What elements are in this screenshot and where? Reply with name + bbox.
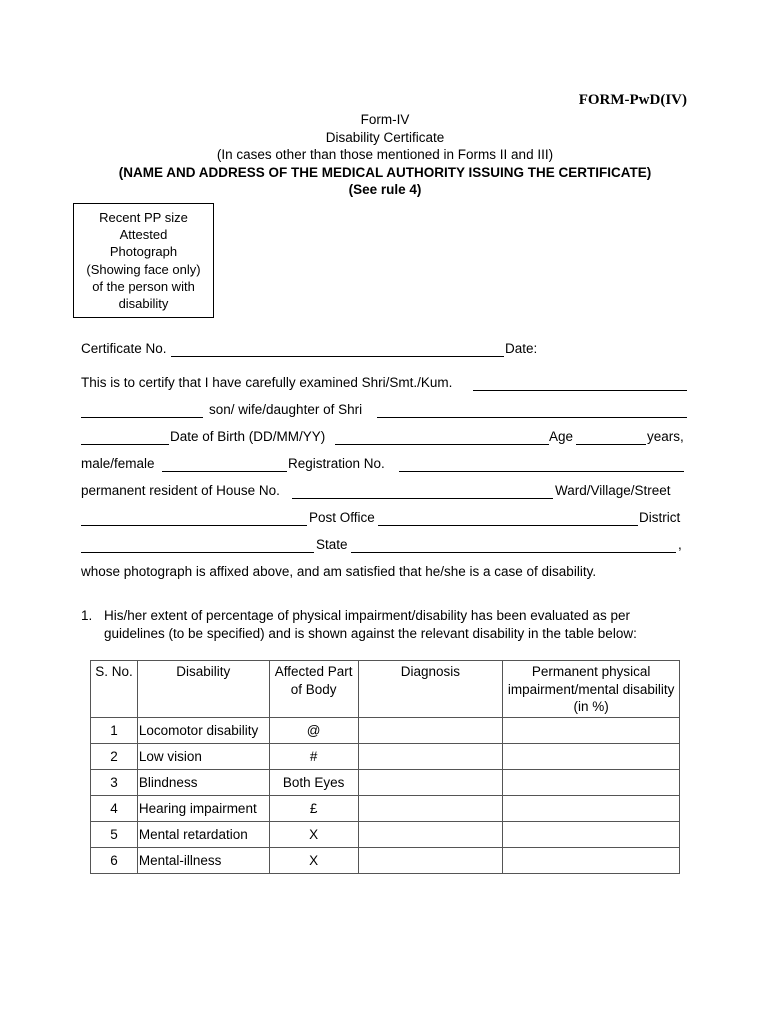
photo-box-line: disability	[118, 296, 169, 312]
date-label: Date:	[505, 341, 538, 356]
resident-line	[81, 482, 687, 502]
ward-label: Ward/Village/Street	[555, 483, 671, 498]
certificate-title: Disability Certificate	[325, 129, 445, 145]
header	[100, 111, 670, 199]
header-affected-part: Affected Part of Body	[269, 661, 358, 718]
authority-heading: (NAME AND ADDRESS OF THE MEDICAL AUTHORITY ISSUING THE CERTIFICATE)	[118, 164, 652, 180]
photo-box-line: Attested	[119, 227, 168, 243]
row-affected-part: Both Eyes	[269, 770, 358, 796]
row-sno: 5	[91, 822, 138, 848]
row-diagnosis-cell[interactable]	[358, 796, 503, 822]
state-comma: ,	[678, 537, 682, 552]
form-code: FORM-PwD(IV)	[578, 92, 687, 108]
header-permanent-impairment: Permanent physical impairment/mental disability (in %)	[503, 661, 680, 718]
row-percent-cell[interactable]	[503, 770, 680, 796]
rule-reference: (See rule 4)	[348, 182, 422, 197]
header-disability: Disability	[137, 661, 269, 718]
dob-label: Date of Birth (DD/MM/YY)	[170, 429, 326, 444]
photo-box[interactable]	[73, 203, 214, 318]
row-sno: 4	[91, 796, 138, 822]
row-disability: Mental-illness	[137, 848, 269, 874]
row-disability: Locomotor disability	[137, 718, 269, 744]
dob-field[interactable]	[335, 444, 549, 445]
row-diagnosis-cell[interactable]	[358, 822, 503, 848]
district-label: District	[639, 510, 681, 525]
row-percent-cell[interactable]	[503, 796, 680, 822]
relation-prefix-field[interactable]	[81, 417, 203, 418]
table-row	[91, 796, 680, 822]
certificate-subtitle: (In cases other than those mentioned in Forms II and III)	[216, 147, 554, 162]
row-diagnosis-cell[interactable]	[358, 770, 503, 796]
house-no-field[interactable]	[292, 498, 553, 499]
table-row	[91, 770, 680, 796]
row-sno: 3	[91, 770, 138, 796]
row-diagnosis-cell[interactable]	[358, 848, 503, 874]
parent-name-field[interactable]	[377, 417, 687, 418]
certificate-line	[81, 340, 687, 360]
age-label: Age	[549, 429, 574, 444]
table-row	[91, 848, 680, 874]
row-disability: Low vision	[137, 744, 269, 770]
clause-1	[81, 607, 681, 647]
locality-field[interactable]	[81, 525, 307, 526]
relation-label: son/ wife/daughter of Shri	[209, 402, 363, 417]
row-affected-part: X	[269, 822, 358, 848]
row-sno: 6	[91, 848, 138, 874]
disability-table	[90, 660, 680, 874]
satisfied-line	[81, 563, 687, 583]
post-office-label: Post Office	[309, 510, 375, 525]
gender-label: male/female	[81, 456, 155, 471]
table-row	[91, 822, 680, 848]
row-diagnosis-cell[interactable]	[358, 718, 503, 744]
table-row	[91, 744, 680, 770]
row-diagnosis-cell[interactable]	[358, 744, 503, 770]
row-affected-part: X	[269, 848, 358, 874]
post-office-field[interactable]	[378, 525, 638, 526]
clause-number: 1.	[81, 608, 93, 623]
row-disability: Mental retardation	[137, 822, 269, 848]
certificate-no-field[interactable]	[171, 356, 504, 357]
years-label: years,	[647, 429, 684, 444]
gender-field[interactable]	[162, 471, 287, 472]
row-affected-part: #	[269, 744, 358, 770]
certify-label: This is to certify that I have carefully examined Shri/Smt./Kum.	[81, 375, 453, 390]
row-percent-cell[interactable]	[503, 848, 680, 874]
form-number: Form-IV	[360, 112, 410, 127]
row-percent-cell[interactable]	[503, 744, 680, 770]
gender-line	[81, 455, 687, 475]
row-affected-part: @	[269, 718, 358, 744]
row-disability: Blindness	[137, 770, 269, 796]
name-field[interactable]	[473, 390, 687, 391]
table-header-row	[91, 661, 680, 718]
photo-box-line: Photograph	[109, 244, 178, 260]
row-affected-part: £	[269, 796, 358, 822]
row-percent-cell[interactable]	[503, 718, 680, 744]
registration-label: Registration No.	[288, 456, 385, 471]
certify-line	[81, 374, 687, 394]
dob-line	[81, 428, 687, 448]
table-row	[91, 718, 680, 744]
state-label: State	[316, 537, 348, 552]
certificate-no-label: Certificate No.	[81, 341, 167, 356]
dob-prefix-field[interactable]	[81, 444, 169, 445]
photo-box-line: of the person with	[92, 278, 195, 294]
row-sno: 1	[91, 718, 138, 744]
resident-label: permanent resident of House No.	[81, 483, 280, 498]
photo-box-line: (Showing face only)	[86, 261, 201, 277]
header-diagnosis: Diagnosis	[358, 661, 503, 718]
satisfied-statement: whose photograph is affixed above, and am satisfied that he/she is a case of disability.	[81, 564, 597, 579]
state-line	[81, 536, 687, 556]
age-field[interactable]	[576, 444, 646, 445]
relation-line	[81, 401, 687, 421]
state-field[interactable]	[351, 552, 676, 553]
district-field[interactable]	[81, 552, 314, 553]
header-sno: S. No.	[91, 661, 138, 718]
clause-text: His/her extent of percentage of physical impairment/disability has been evaluated as per guidelines (to be specified) and is shown against the relevant disability in the table below:	[104, 608, 637, 641]
row-percent-cell[interactable]	[503, 822, 680, 848]
registration-field[interactable]	[399, 471, 684, 472]
row-sno: 2	[91, 744, 138, 770]
post-office-line	[81, 509, 687, 529]
row-disability: Hearing impairment	[137, 796, 269, 822]
photo-box-line: Recent PP size	[99, 210, 188, 225]
